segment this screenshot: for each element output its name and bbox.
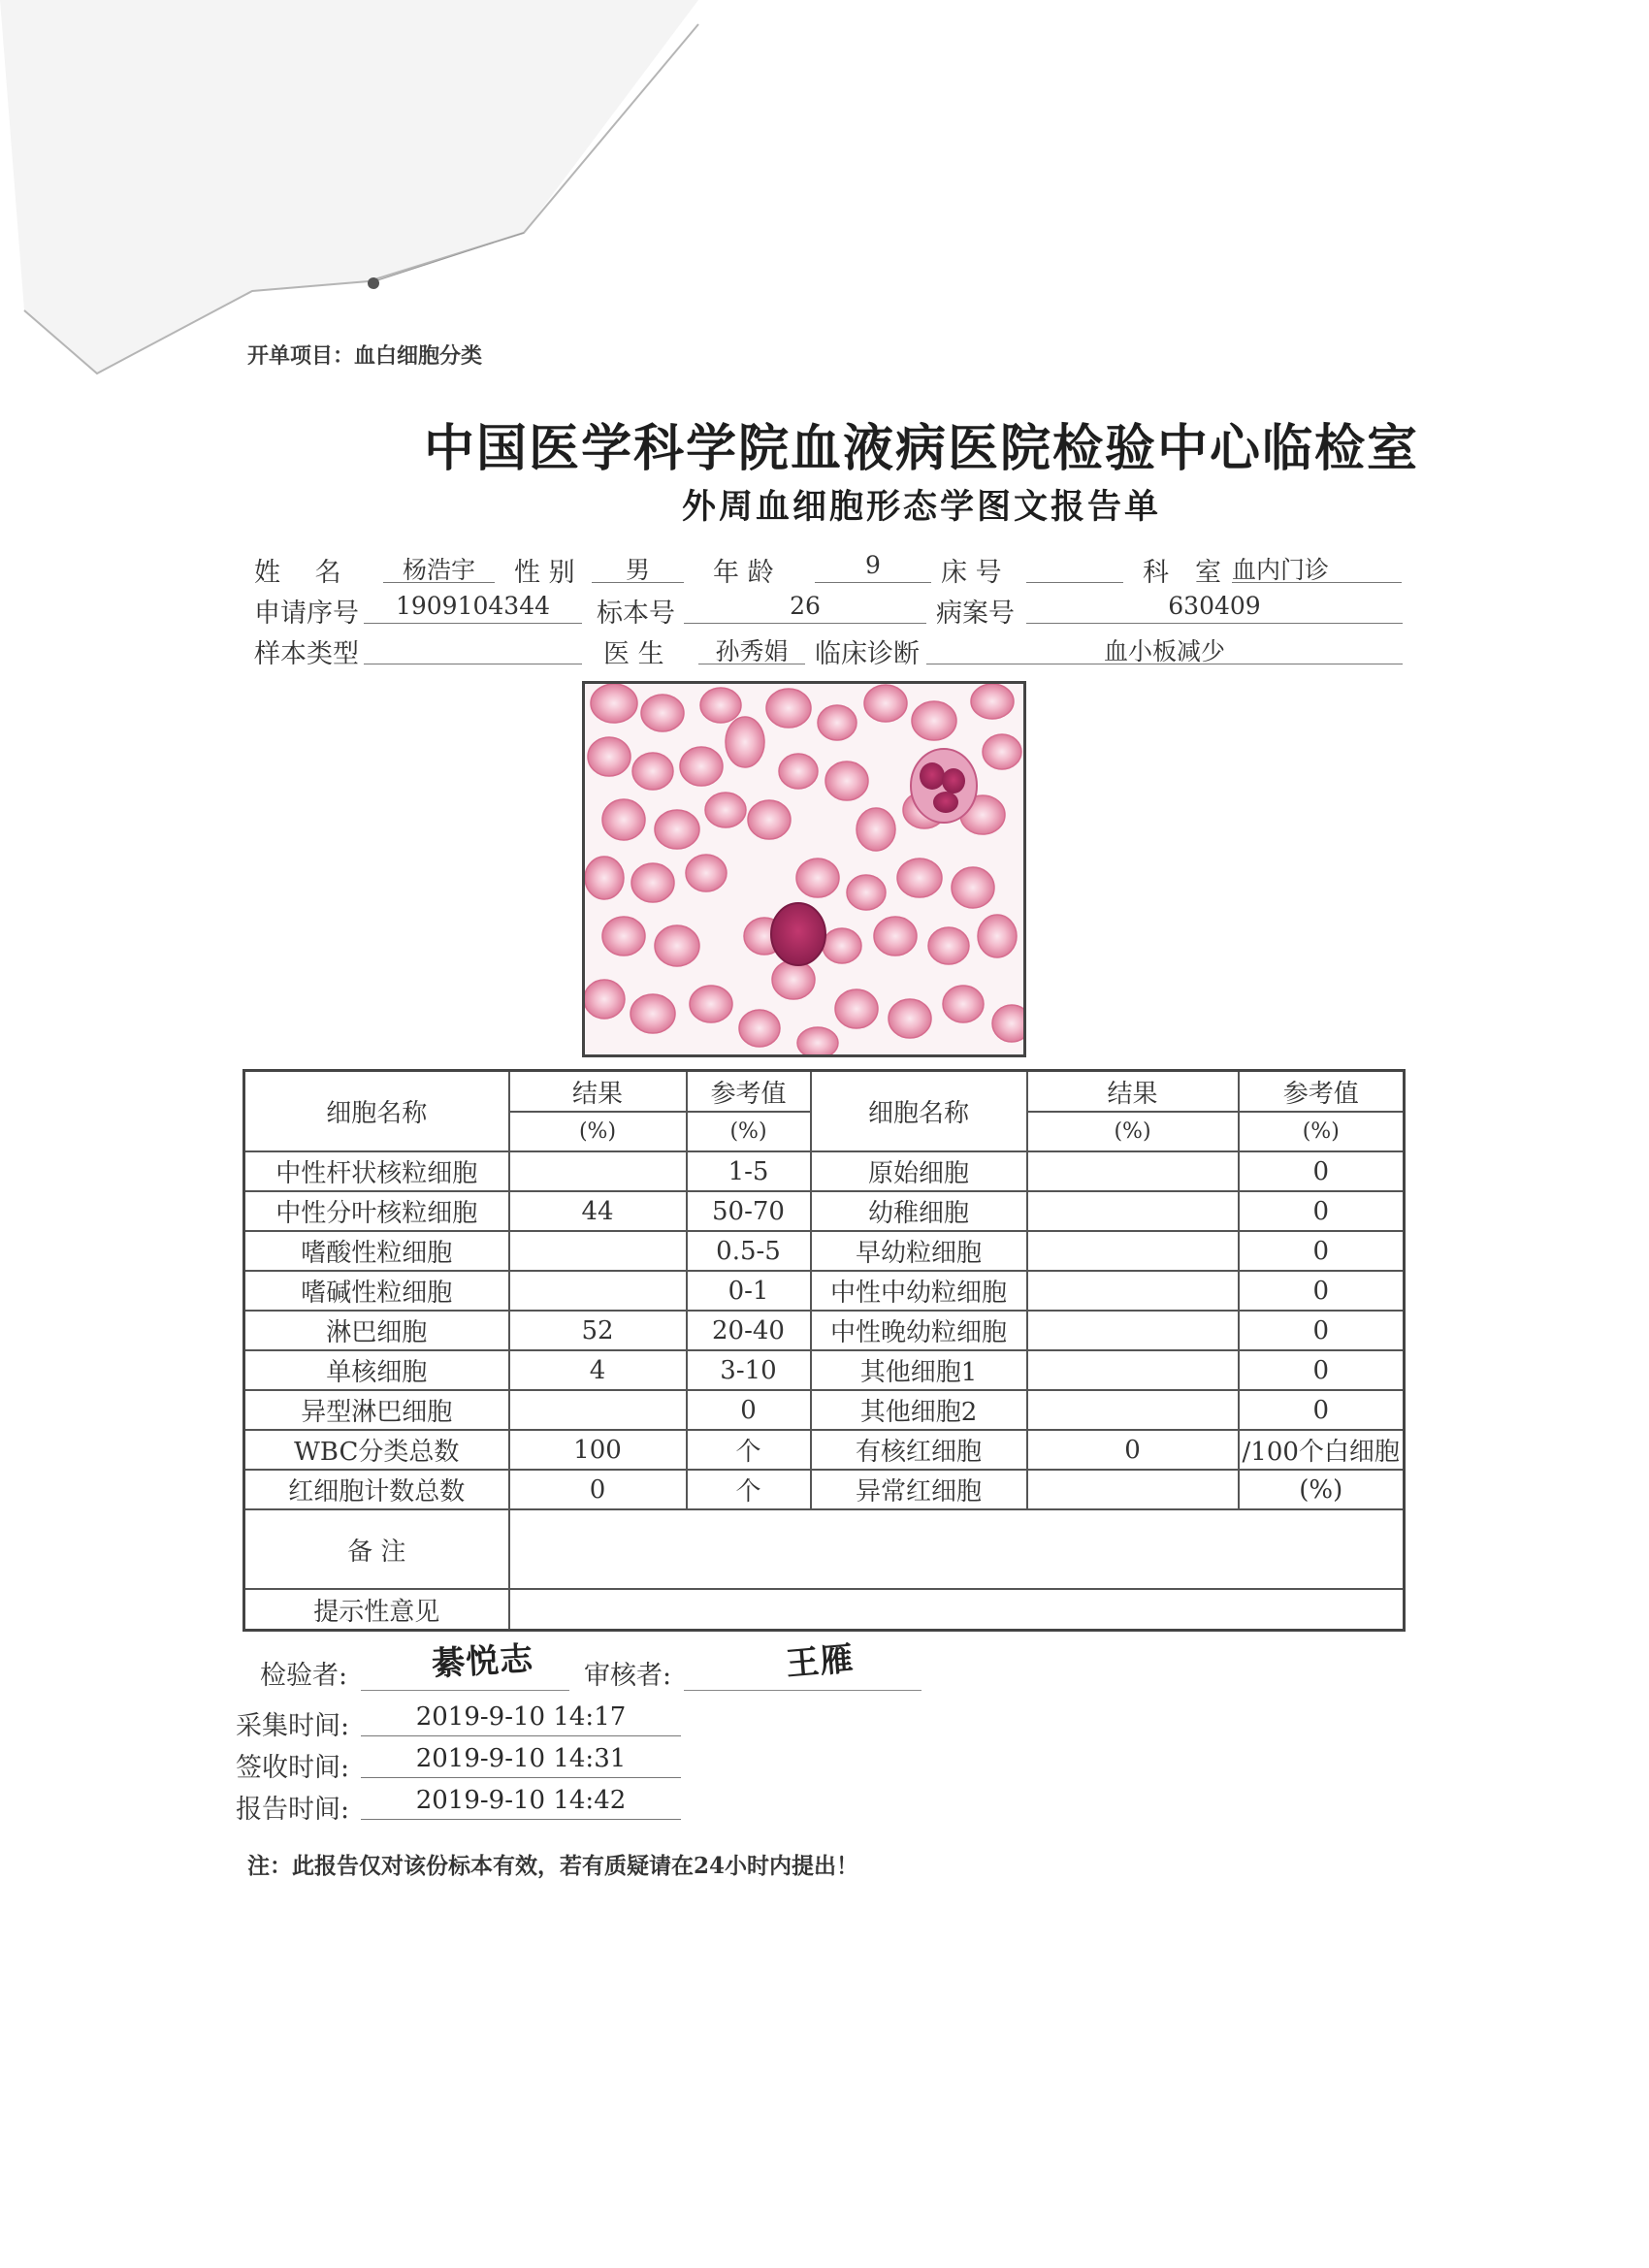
cell-reference: 个 — [687, 1470, 811, 1509]
cell-result — [509, 1231, 687, 1271]
table-row — [244, 1430, 1405, 1470]
footer-note: 注：此报告仅对该份标本有效，若有质疑请在24小时内提出！ — [247, 1853, 859, 1879]
request-no-label: 申请序号 — [254, 599, 359, 629]
cell-result: 4 — [509, 1350, 687, 1390]
cell-name: 中性中幼粒细胞 — [811, 1271, 1027, 1311]
cell-reference: /100个白细胞 — [1239, 1430, 1405, 1470]
reviewer-signature: 王雁 — [784, 1639, 856, 1684]
order-item-label: 开单项目： — [247, 344, 355, 369]
cell-name: 中性分叶核粒细胞 — [244, 1191, 509, 1231]
unit-result-right: (%) — [1027, 1112, 1239, 1151]
table-row — [244, 1390, 1405, 1430]
cell-result — [1027, 1191, 1239, 1231]
dept-value: 血内门诊 — [1232, 551, 1402, 583]
doctor-label: 医 生 — [603, 639, 664, 669]
cell-reference: 0 — [687, 1390, 811, 1430]
cell-reference: 1-5 — [687, 1151, 811, 1191]
cell-reference: 0 — [1239, 1231, 1405, 1271]
age-value: 9 — [815, 551, 931, 583]
unit-result-left: (%) — [509, 1112, 687, 1151]
cell-name: 幼稚细胞 — [811, 1191, 1027, 1231]
age-label: 年 龄 — [713, 558, 774, 588]
cell-name: 有核红细胞 — [811, 1430, 1027, 1470]
cell-result — [1027, 1470, 1239, 1509]
cell-name: 单核细胞 — [244, 1350, 509, 1390]
cell-reference: 0 — [1239, 1311, 1405, 1350]
bed-value — [1026, 551, 1123, 583]
cell-result — [1027, 1311, 1239, 1350]
report-title: 中国医学科学院血液病医院检验中心临检室 — [423, 419, 1419, 478]
table-row — [244, 1191, 1405, 1231]
cell-result: 52 — [509, 1311, 687, 1350]
report-time-label: 报告时间: — [236, 1795, 350, 1825]
cell-result — [1027, 1350, 1239, 1390]
sample-type-value — [364, 632, 582, 664]
table-row — [244, 1231, 1405, 1271]
cell-reference: 0 — [1239, 1350, 1405, 1390]
cell-result — [509, 1271, 687, 1311]
tester-signature: 綦悦志 — [431, 1639, 535, 1684]
receive-time-value: 2019-9-10 14:31 — [361, 1744, 681, 1778]
cell-name: 其他细胞2 — [811, 1390, 1027, 1430]
cell-reference: 0 — [1239, 1390, 1405, 1430]
case-no-value: 630409 — [1026, 592, 1403, 624]
table-row — [244, 1350, 1405, 1390]
specimen-no-label: 标本号 — [597, 599, 675, 629]
bed-label: 床 号 — [941, 558, 1002, 588]
cell-result: 0 — [509, 1470, 687, 1509]
header-cell-name-right: 细胞名称 — [811, 1071, 1027, 1152]
case-no-label: 病案号 — [936, 599, 1015, 629]
report-subtitle: 外周血细胞形态学图文报告单 — [681, 487, 1161, 527]
diagnosis-value: 血小板减少 — [926, 632, 1403, 664]
cell-reference: 个 — [687, 1430, 811, 1470]
cell-reference: 3-10 — [687, 1350, 811, 1390]
cell-name: 嗜酸性粒细胞 — [244, 1231, 509, 1271]
tester-label: 检验者: — [260, 1661, 348, 1691]
order-item — [247, 340, 482, 370]
cell-result: 44 — [509, 1191, 687, 1231]
table-row — [244, 1470, 1405, 1509]
order-item-value: 血白细胞分类 — [354, 344, 483, 369]
cell-reference: 50-70 — [687, 1191, 811, 1231]
sample-type-label: 样本类型 — [254, 639, 359, 669]
cell-name: 淋巴细胞 — [244, 1311, 509, 1350]
unit-reference-left: (%) — [687, 1112, 811, 1151]
cell-name: 中性杆状核粒细胞 — [244, 1151, 509, 1191]
sex-label: 性 别 — [514, 558, 575, 588]
cell-result — [1027, 1271, 1239, 1311]
folded-corner — [0, 0, 718, 388]
receive-time-label: 签收时间: — [236, 1753, 350, 1783]
cell-reference: 0 — [1239, 1151, 1405, 1191]
cell-reference: (%) — [1239, 1470, 1405, 1509]
cell-name: WBC分类总数 — [244, 1430, 509, 1470]
diagnosis-label: 临床诊断 — [815, 639, 920, 669]
specimen-no-value: 26 — [684, 592, 926, 624]
cell-name: 嗜碱性粒细胞 — [244, 1271, 509, 1311]
cell-reference: 0-1 — [687, 1271, 811, 1311]
remark-value — [509, 1509, 1405, 1589]
report-time-value: 2019-9-10 14:42 — [361, 1786, 681, 1820]
header-cell-name-left: 细胞名称 — [244, 1071, 509, 1152]
sex-value: 男 — [592, 551, 684, 583]
cell-name: 红细胞计数总数 — [244, 1470, 509, 1509]
header-result-left: 结果 — [509, 1071, 687, 1113]
remark-label: 备 注 — [244, 1509, 509, 1589]
table-row — [244, 1151, 1405, 1191]
cell-result — [509, 1390, 687, 1430]
table-row — [244, 1271, 1405, 1311]
cell-result — [1027, 1390, 1239, 1430]
collect-time-label: 采集时间: — [236, 1711, 350, 1741]
name-label: 姓 名 — [254, 558, 341, 588]
doctor-value: 孙秀娟 — [698, 632, 805, 664]
cell-name: 中性晚幼粒细胞 — [811, 1311, 1027, 1350]
reviewer-label: 审核者: — [584, 1661, 672, 1691]
cell-name: 原始细胞 — [811, 1151, 1027, 1191]
header-reference-right: 参考值 — [1239, 1071, 1405, 1113]
hint-label: 提示性意见 — [244, 1589, 509, 1631]
blood-smear-image — [582, 681, 1026, 1057]
cell-name: 异型淋巴细胞 — [244, 1390, 509, 1430]
cell-name: 异常红细胞 — [811, 1470, 1027, 1509]
name-value: 杨浩宇 — [383, 551, 495, 583]
cell-result — [509, 1151, 687, 1191]
cell-result: 100 — [509, 1430, 687, 1470]
results-table — [242, 1069, 1406, 1632]
cell-name: 早幼粒细胞 — [811, 1231, 1027, 1271]
cell-result — [1027, 1231, 1239, 1271]
cell-name: 其他细胞1 — [811, 1350, 1027, 1390]
cell-reference: 20-40 — [687, 1311, 811, 1350]
dept-label: 科 室 — [1143, 558, 1221, 588]
cell-result — [1027, 1151, 1239, 1191]
cell-reference: 0 — [1239, 1271, 1405, 1311]
cell-reference: 0 — [1239, 1191, 1405, 1231]
remark-row — [244, 1509, 1405, 1589]
cell-reference: 0.5-5 — [687, 1231, 811, 1271]
request-no-value: 1909104344 — [364, 592, 582, 624]
hint-value — [509, 1589, 1405, 1631]
hint-row — [244, 1589, 1405, 1631]
table-row — [244, 1311, 1405, 1350]
table-header-row — [244, 1071, 1405, 1113]
unit-reference-right: (%) — [1239, 1112, 1405, 1151]
header-result-right: 结果 — [1027, 1071, 1239, 1113]
header-reference-left: 参考值 — [687, 1071, 811, 1113]
cell-result: 0 — [1027, 1430, 1239, 1470]
collect-time-value: 2019-9-10 14:17 — [361, 1702, 681, 1736]
